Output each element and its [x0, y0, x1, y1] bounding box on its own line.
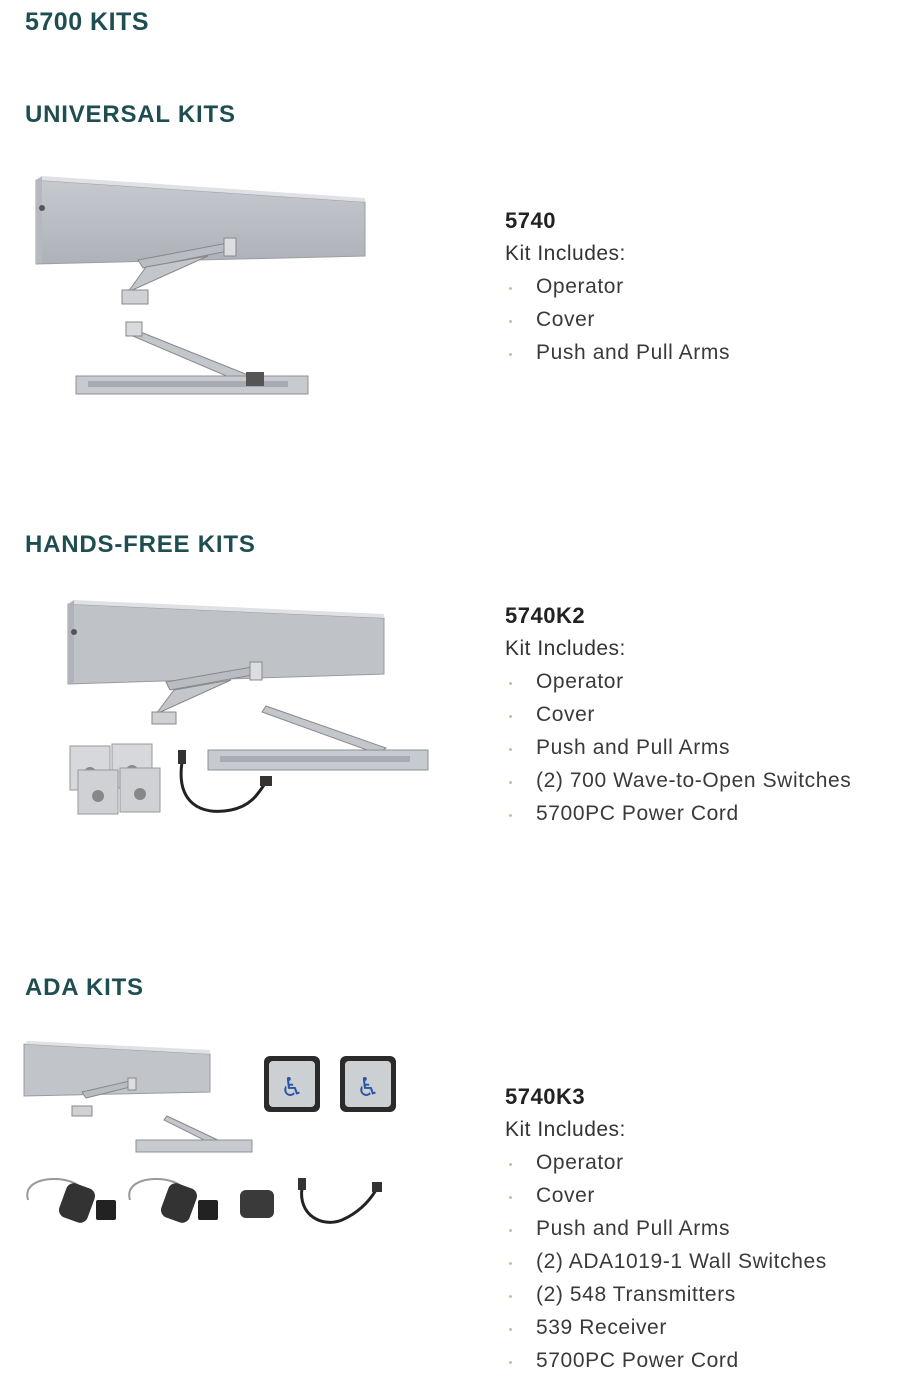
section-heading-hands-free: HANDS-FREE KITS [25, 531, 256, 558]
kit-info-5740k3 [505, 1080, 827, 1377]
hands-free-kit-image [26, 598, 438, 820]
ada-kit-image [22, 1040, 402, 1230]
section-heading-universal: UNIVERSAL KITS [25, 101, 236, 128]
list-item: Operator [505, 1146, 827, 1179]
svg-text:♿: ♿ [280, 1073, 304, 1103]
list-item: Cover [505, 698, 851, 731]
list-item: 5700PC Power Cord [505, 1344, 827, 1377]
kit-includes-list [505, 270, 730, 369]
kit-includes-label: Kit Includes: [505, 242, 626, 265]
list-item: Cover [505, 303, 730, 336]
section-heading-ada: ADA KITS [25, 974, 144, 1001]
kit-info-5740 [505, 204, 730, 369]
universal-kit-image [28, 172, 368, 404]
list-item: Operator [505, 665, 851, 698]
page-title: 5700 KITS [25, 8, 150, 36]
kit-includes-list [505, 1146, 827, 1377]
kit-includes-label: Kit Includes: [505, 1118, 626, 1141]
list-item: (2) ADA1019-1 Wall Switches [505, 1245, 827, 1278]
kit-includes-list [505, 665, 851, 830]
list-item: Operator [505, 270, 730, 303]
kit-info-5740k2 [505, 599, 851, 830]
list-item: (2) 700 Wave-to-Open Switches [505, 764, 851, 797]
list-item: 5700PC Power Cord [505, 797, 851, 830]
list-item: Push and Pull Arms [505, 1212, 827, 1245]
list-item: Push and Pull Arms [505, 731, 851, 764]
kit-model: 5740 [505, 208, 556, 233]
kit-model: 5740K2 [505, 603, 586, 628]
kit-model: 5740K3 [505, 1084, 586, 1109]
list-item: Cover [505, 1179, 827, 1212]
svg-text:♿: ♿ [356, 1073, 380, 1103]
kit-includes-label: Kit Includes: [505, 637, 626, 660]
list-item: 539 Receiver [505, 1311, 827, 1344]
list-item: (2) 548 Transmitters [505, 1278, 827, 1311]
list-item: Push and Pull Arms [505, 336, 730, 369]
